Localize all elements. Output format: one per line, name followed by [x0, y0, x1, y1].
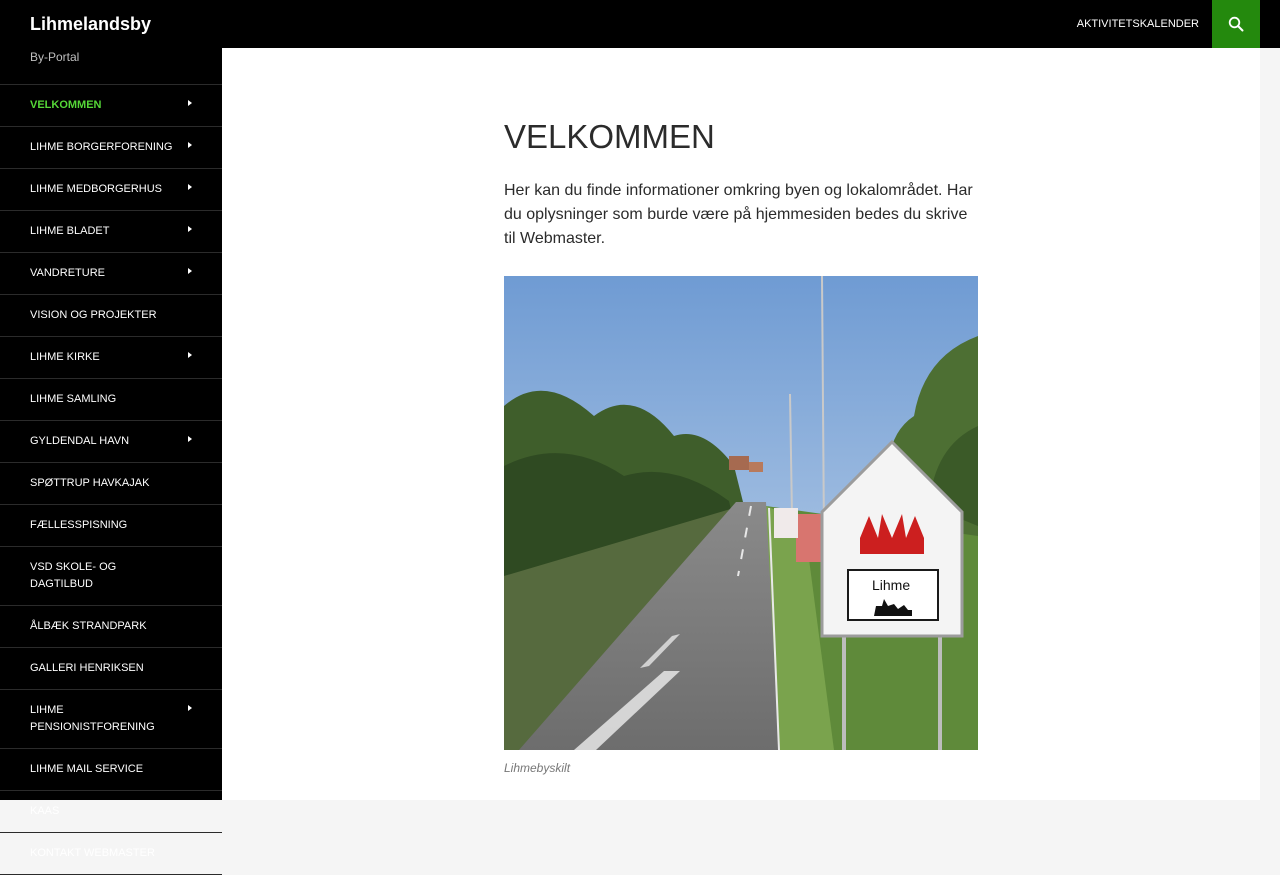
intro-paragraph: Her kan du finde informationer omkring byen og lokalområdet. Har du oplysninger som burde være på hjemmesiden bedes du skrive til Webmaster. — [504, 182, 973, 247]
nav-item-label: GYLDENDAL HAVN — [30, 435, 130, 447]
nav-item-lihme-bladet[interactable] — [0, 211, 222, 253]
nav-item-kontakt-webmaster[interactable] — [0, 833, 222, 875]
nav-item-label: LIHME BLADET — [30, 225, 110, 237]
sidebar — [0, 0, 222, 859]
nav-item-lihme-pensionistforening[interactable] — [0, 690, 222, 749]
top-header — [222, 0, 1280, 48]
nav-item-label: LIHME KIRKE — [30, 351, 100, 363]
chevron-right-icon — [188, 268, 192, 274]
nav-item-spottrup-havkajak[interactable] — [0, 463, 222, 505]
chevron-right-icon — [188, 226, 192, 232]
nav-item-label: SPØTTRUP HAVKAJAK — [30, 477, 150, 489]
chevron-right-icon — [188, 436, 192, 442]
nav-item-label: LIHME SAMLING — [30, 393, 117, 405]
nav-item-lihme-medborgerhus[interactable] — [0, 169, 222, 211]
primary-nav — [0, 84, 222, 875]
chevron-right-icon — [188, 142, 192, 148]
nav-item-lihme-samling[interactable] — [0, 379, 222, 421]
search-toggle-button[interactable] — [1212, 0, 1260, 48]
nav-item-label: VELKOMMEN — [30, 99, 102, 111]
nav-item-label: LIHME PENSIONISTFORENING — [30, 704, 155, 733]
sign-text: Lihme — [872, 577, 911, 593]
nav-item-label: KONTAKT WEBMASTER — [30, 847, 155, 859]
nav-item-vision-og-projekter[interactable] — [0, 295, 222, 337]
chevron-right-icon — [188, 705, 192, 711]
site-description: By-Portal — [30, 50, 80, 64]
nav-item-label: ÅLBÆK STRANDPARK — [30, 620, 147, 632]
nav-item-label: VISION OG PROJEKTER — [30, 309, 157, 321]
village-sign-photo — [504, 276, 978, 750]
nav-item-vandreture[interactable] — [0, 253, 222, 295]
nav-item-lihme-borgerforening[interactable] — [0, 127, 222, 169]
nav-item-kaas[interactable] — [0, 791, 222, 833]
nav-item-vsd-skole[interactable] — [0, 547, 222, 606]
nav-item-label: KAAS — [30, 805, 60, 817]
nav-item-lihme-kirke[interactable] — [0, 337, 222, 379]
chevron-right-icon — [188, 352, 192, 358]
site-title[interactable]: Lihmelandsby — [30, 14, 152, 34]
main-content — [222, 48, 1260, 800]
nav-item-label: FÆLLESSPISNING — [30, 519, 128, 531]
nav-item-velkommen[interactable] — [0, 85, 222, 127]
top-nav-link-aktivitetskalender[interactable]: AKTIVITETSKALENDER — [1076, 18, 1199, 30]
nav-item-lihme-mail-service[interactable] — [0, 749, 222, 791]
nav-item-label: VSD SKOLE- OG DAGTILBUD — [30, 561, 117, 590]
nav-item-label: GALLERI HENRIKSEN — [30, 662, 144, 674]
nav-item-label: LIHME MAIL SERVICE — [30, 763, 144, 775]
chevron-right-icon — [188, 184, 192, 190]
nav-item-faellesspisning[interactable] — [0, 505, 222, 547]
nav-item-label: LIHME MEDBORGERHUS — [30, 183, 163, 195]
nav-item-label: LIHME BORGERFORENING — [30, 141, 173, 153]
page-title: VELKOMMEN — [504, 118, 715, 155]
nav-item-label: VANDRETURE — [30, 267, 105, 279]
nav-item-gyldendal-havn[interactable] — [0, 421, 222, 463]
nav-item-galleri-henriksen[interactable] — [0, 648, 222, 690]
search-icon — [1228, 16, 1244, 32]
chevron-right-icon — [188, 100, 192, 106]
image-caption: Lihmebyskilt — [504, 761, 571, 775]
nav-item-albaek-strandpark[interactable] — [0, 606, 222, 648]
